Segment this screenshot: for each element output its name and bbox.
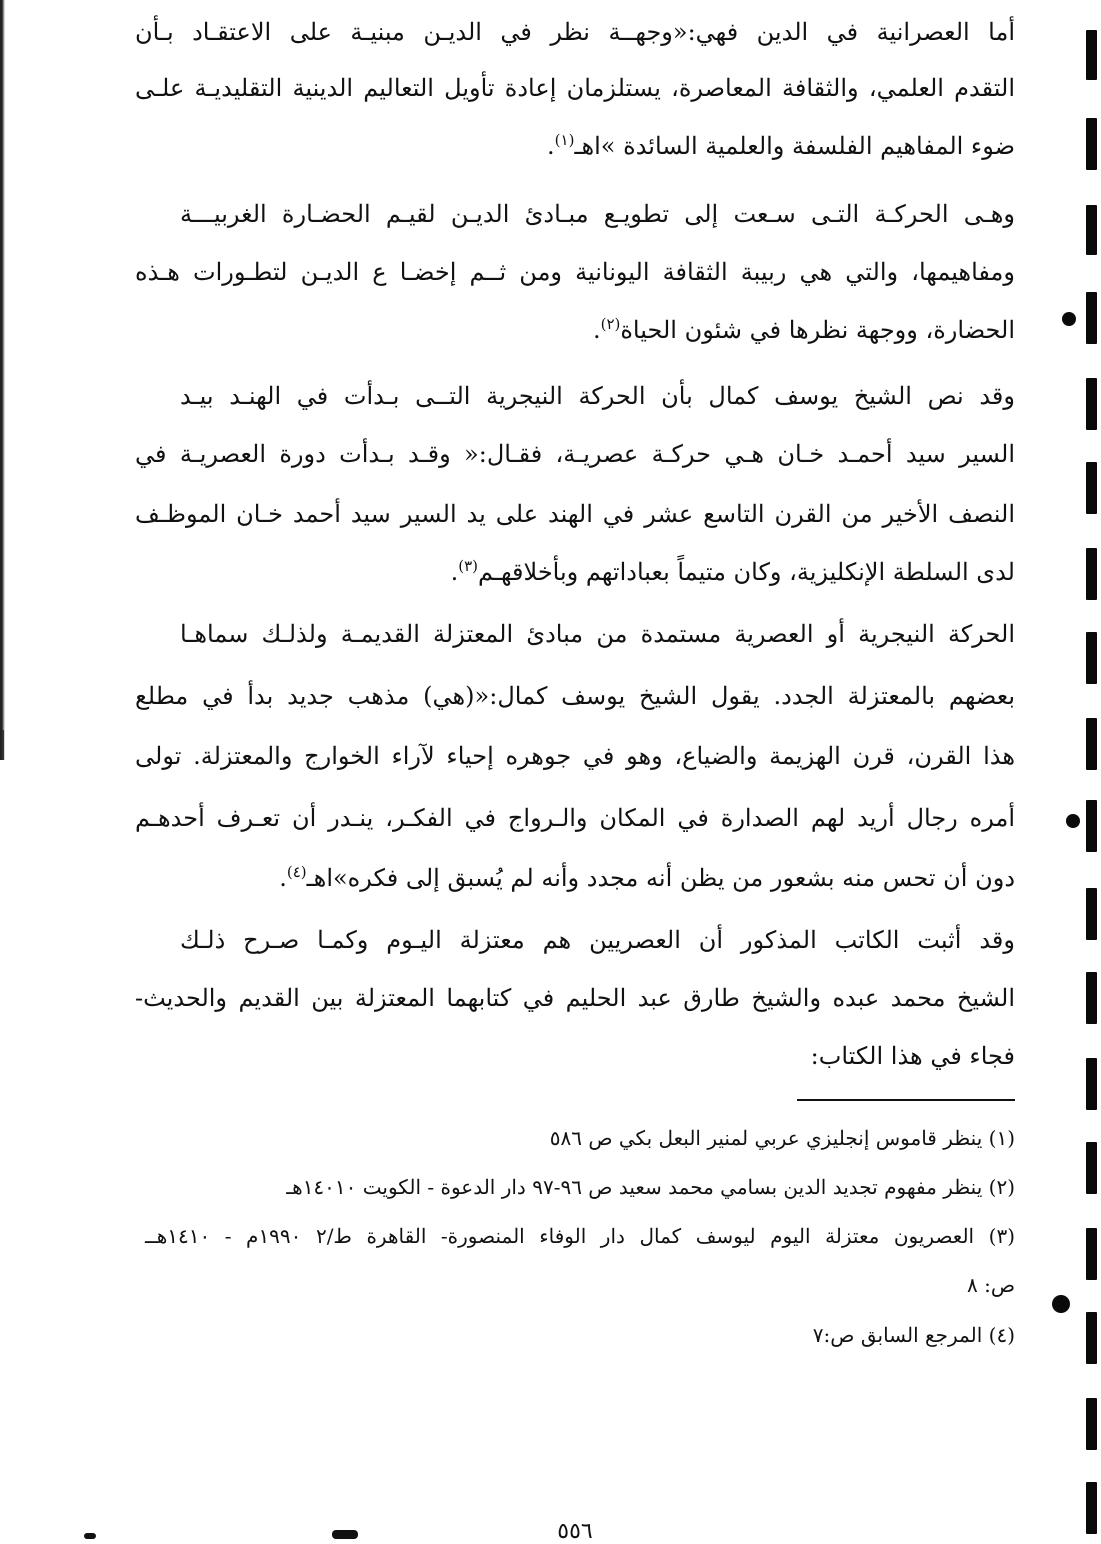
text-line: وهـى الحركـة التـى سـعت إلى تطويـع مبـادئ الديـن لقيـم الحضـارة الغربيـــة (180, 200, 1015, 228)
text-line: دون أن تحس منه بشعور من يظن أنه مجدد وأنه لم يُسبق إلى فكره»اهـ$^{(٤)}$. (279, 863, 1015, 892)
footnote-continuation: ص: ٨ (966, 1273, 1015, 1297)
scan-mark (1086, 1482, 1097, 1534)
binding-edge (0, 0, 5, 760)
scan-dot (1062, 312, 1076, 326)
scan-mark (1086, 1058, 1097, 1110)
scan-dot (1052, 1295, 1070, 1313)
text-line: وقد نص الشيخ يوسف كمال بأن الحركة النيجرية التــى بـدأت في الهنـد بيـد (180, 382, 1015, 410)
line-text: الحضارة، ووجهة نظرها في شئون الحياة (620, 316, 1015, 344)
footnote-separator (797, 1099, 1015, 1101)
scan-mark (1086, 972, 1097, 1024)
binding-edge-tick (2, 730, 4, 760)
scan-smudge (84, 1533, 96, 1539)
scan-mark (1086, 462, 1097, 514)
text-line: وقد أثبت الكاتب المذكور أن العصريين هم معتزلة اليـوم وكمـا صـرح ذلـك (180, 926, 1015, 954)
text-line: التقدم العلمي، والثقافة المعاصرة، يستلزمان إعادة تأويل التعاليم الدينية التقليديـة علـى (135, 74, 1015, 102)
footnote: (٢) ينظر مفهوم تجديد الدين بسامي محمد سعيد ص ٩٦-٩٧ دار الدعوة - الكويت ١٤٠١٠هـ (286, 1175, 1015, 1199)
scan-mark (1086, 205, 1097, 255)
text-line: بعضهم بالمعتزلة الجدد. يقول الشيخ يوسف كمال:«(هي) مذهب جديد بدأ في مطلع (135, 682, 1015, 710)
scan-mark (1086, 1312, 1097, 1364)
scan-mark (1086, 292, 1097, 344)
scan-mark (1086, 632, 1097, 684)
line-text: لدى السلطة الإنكليزية، وكان متيماً بعباداتهم وبأخلاقهـم (477, 558, 1015, 586)
scan-dot (1066, 814, 1080, 828)
scan-mark (1086, 118, 1097, 170)
page-number: ٥٥٦ (557, 1519, 593, 1544)
text-line: لدى السلطة الإنكليزية، وكان متيماً بعباداتهم وبأخلاقهـم$^{(٣)}$. (450, 557, 1015, 586)
footnote: (٤) المرجع السابق ص:٧ (812, 1323, 1015, 1347)
footnote: (٣) العصريون معتزلة اليوم ليوسف كمال دار الوفاء المنصورة- القاهرة ط/٢ ١٩٩٠م - ١٤١٠هــ (145, 1224, 1016, 1248)
scan-mark (1086, 800, 1097, 852)
footnote: (١) ينظر قاموس إنجليزي عربي لمنير البعل بكي ص ٥٨٦ (549, 1126, 1015, 1150)
footnote-ref: (٣) (458, 557, 478, 575)
text-line: السير سيد أحمـد خـان هـي حركـة عصريـة، فقـال:« وقـد بـدأت دورة العصريـة في (135, 440, 1015, 468)
scan-smudge (332, 1530, 358, 1539)
text-line: ضوء المفاهيم الفلسفة والعلمية السائدة »اهـ$^{(١)}$. (547, 131, 1015, 160)
scan-mark (1086, 888, 1097, 940)
scan-mark (1086, 1142, 1097, 1194)
text-line: الحركة النيجرية أو العصرية مستمدة من مبادئ المعتزلة القديمـة ولذلـك سماهـا (180, 620, 1015, 648)
footnote-ref: (٢) (600, 315, 621, 333)
footnote-ref: (٤) (286, 863, 307, 881)
text-line: النصف الأخير من القرن التاسع عشر في الهند على يد السير سيد أحمد خـان الموظـف (135, 500, 1015, 528)
text-line: أما العصرانية في الدين فهي:«وجهــة نظر في الديـن مبنيـة على الاعتقـاد بـأن (135, 18, 1015, 46)
scan-mark (1086, 1398, 1097, 1450)
text-line: فجاء في هذا الكتاب: (810, 1042, 1015, 1070)
text-line: هذا القرن، قرن الهزيمة والضياع، وهو في جوهره إحياء لآراء الخوارج والمعتزلة. تولى (135, 742, 1015, 770)
text-line: ومفاهيمها، والتي هي ربيبة الثقافة اليونانية ومن ثــم إخضـا ع الديـن لتطـورات هـذه (135, 258, 1015, 286)
scan-mark (1086, 378, 1097, 430)
scan-mark (1086, 1228, 1097, 1280)
scan-mark (1086, 548, 1097, 600)
scan-mark (1086, 30, 1097, 80)
footnote-ref: (١) (554, 131, 575, 149)
text-line: الشيخ محمد عبده والشيخ طارق عبد الحليم في كتابهما المعتزلة بين القديم والحديث- (135, 984, 1015, 1012)
scan-mark (1086, 718, 1097, 770)
line-text: ضوء المفاهيم الفلسفة والعلمية السائدة »اهـ (574, 132, 1015, 160)
text-line: أمره رجال أريد لهم الصدارة في المكان والـرواج في الفكـر، ينـدر أن تعـرف أحدهـم (135, 804, 1016, 832)
text-line: الحضارة، ووجهة نظرها في شئون الحياة$^{(٢)}$. (592, 315, 1015, 344)
line-text: دون أن تحس منه بشعور من يظن أنه مجدد وأنه لم يُسبق إلى فكره»اهـ (306, 864, 1015, 892)
